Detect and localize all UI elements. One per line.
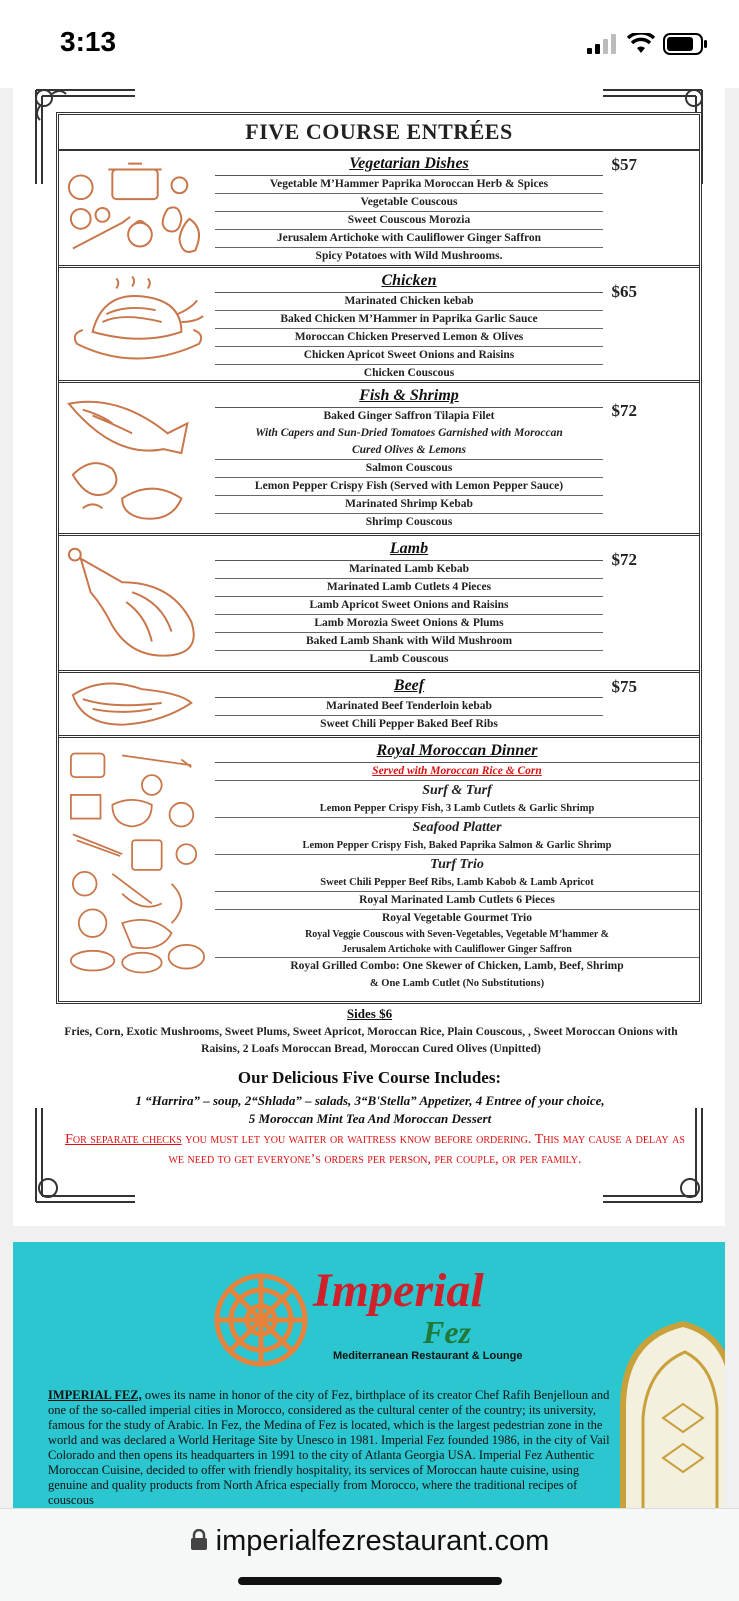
menu-item: Shrimp Couscous: [365, 516, 453, 528]
browser-address-bar[interactable]: [0, 1508, 739, 1601]
menu-item: Sweet Chili Pepper Beef Ribs, Lamb Kabob & Lamb Apricot: [215, 874, 699, 892]
brand-tagline: Mediterranean Restaurant & Lounge: [333, 1350, 523, 1362]
section-title-royal: Royal Moroccan Dinner: [215, 740, 699, 763]
signal-icon: [587, 34, 619, 54]
menu-item: Lemon Pepper Crispy Fish, 3 Lamb Cutlets & Garlic Shrimp: [215, 800, 699, 818]
system-icons: [587, 32, 709, 56]
menu-item: Royal Marinated Lamb Cutlets 6 Pieces: [215, 892, 699, 910]
price-chicken: $65: [611, 282, 637, 301]
status-time: 3:13: [60, 26, 117, 57]
roast-chicken-illustration-icon: [63, 274, 211, 370]
menu-item: With Capers and Sun-Dried Tomatoes Garnished with Moroccan: [255, 427, 563, 439]
menu-section-lamb: [59, 536, 699, 673]
menu-item: Lamb Apricot Sweet Onions and Raisins: [215, 597, 603, 615]
about-body: owes its name in honor of the city of Fez, birthplace of its creator Chef Rafih Benjelloun and one of the so-called imperial cities in Morocco, considered as the cultural center of the country; its university, famous for the study of Arabic. In Fez, the Medina of Fez is located, which is the largest pedestrian zone in the world and was declared a World Heritage Site by Unesco in 1981. Imperial Fez founded 1986, in the city of Vail Colorado and then opens its headquarters in 1991 to the city of Atlanta Georgia USA. Imperial Fez Authentic Moroccan Cuisine, decided to offer with friendly hospitality, its services of Moroccan haute cuisine, using genuine and quality products from North Africa especially from Morocco, where the traditional recipes of couscous: [48, 1388, 610, 1507]
vegetarian-items: [215, 153, 603, 265]
menu-section-vegetarian: [59, 151, 699, 268]
menu-item: Cured Olives & Lemons: [215, 442, 603, 460]
royal-served-note: Served with Moroccan Rice & Corn: [215, 763, 699, 781]
warning-emphasis: For separate checks: [65, 1132, 182, 1147]
menu-item: Lemon Pepper Crispy Fish (Served with Lemon Pepper Sauce): [215, 478, 603, 496]
url-display[interactable]: [0, 1525, 739, 1558]
wifi-icon: [627, 33, 655, 55]
menu-item: Lamb Morozia Sweet Onions & Plums: [215, 615, 603, 633]
cooking-utensils-illustration-icon: [63, 744, 211, 980]
menu-item: Chicken Apricot Sweet Onions and Raisins: [215, 347, 603, 365]
menu-item: Sweet Couscous Morozia: [215, 212, 603, 230]
price-fish-shrimp: $72: [611, 401, 637, 420]
price-vegetarian: $57: [611, 155, 637, 174]
price-beef: $75: [611, 677, 637, 696]
home-indicator[interactable]: [238, 1577, 502, 1585]
menu-item: Jerusalem Artichoke with Cauliflower Ginger Saffron: [215, 942, 699, 958]
about-lead: IMPERIAL FEZ,: [48, 1388, 142, 1402]
imperial-fez-logo-icon: [211, 1270, 311, 1370]
royal-seafood-title: Seafood Platter: [412, 820, 502, 835]
section-title-beef: Beef: [215, 675, 603, 698]
menu-item: Marinated Shrimp Kebab: [215, 496, 603, 514]
lamb-leg-illustration-icon: [63, 542, 211, 662]
warning-text: you must let you waiter or waitress know before ordering. This may cause a delay as we need to get everyone’s orders per person, per couple, or per family.: [168, 1132, 685, 1167]
section-title-lamb: Lamb: [215, 538, 603, 561]
menu-item: Marinated Beef Tenderloin kebab: [215, 698, 603, 716]
menu-item: Salmon Couscous: [215, 460, 603, 478]
menu-item: Spicy Potatoes with Wild Mushrooms.: [315, 250, 503, 262]
includes-text: [60, 1092, 680, 1128]
menu-item: Marinated Lamb Kebab: [215, 561, 603, 579]
includes-line-2: 5 Moroccan Mint Tea And Moroccan Dessert: [248, 1111, 492, 1126]
about-banner: [13, 1242, 725, 1542]
menu-item: Moroccan Chicken Preserved Lemon & Olives: [215, 329, 603, 347]
menu-item: Sweet Chili Pepper Baked Beef Ribs: [320, 718, 498, 730]
entrees-menu-frame: [56, 112, 702, 1004]
menu-item: Marinated Lamb Cutlets 4 Pieces: [215, 579, 603, 597]
brand-subname: Fez: [423, 1314, 471, 1350]
menu-item: Royal Veggie Couscous with Seven-Vegetables, Vegetable M’hammer &: [305, 929, 609, 940]
menu-section-royal: [59, 738, 699, 988]
menu-item: Lemon Pepper Crispy Fish, Baked Paprika Salmon & Garlic Shrimp: [215, 837, 699, 855]
includes-title: Our Delicious Five Course Includes:: [237, 1068, 502, 1087]
beef-steak-illustration-icon: [63, 675, 211, 729]
lamb-items: [215, 538, 603, 668]
menu-item: Vegetable M’Hammer Paprika Moroccan Herb & Spices: [215, 176, 603, 194]
menu-item: Royal Vegetable Gourmet Trio: [381, 912, 533, 924]
menu-item: Baked Lamb Shank with Wild Mushroom: [215, 633, 603, 651]
menu-section-fish-shrimp: [59, 383, 699, 536]
menu-item: Jerusalem Artichoke with Cauliflower Ginger Saffron: [215, 230, 603, 248]
brand-name: Imperial: [313, 1264, 484, 1317]
royal-items: [215, 740, 699, 992]
battery-icon: [663, 32, 709, 56]
menu-item: Baked Chicken M’Hammer in Paprika Garlic Sauce: [215, 311, 603, 329]
brand-logo: [313, 1266, 522, 1362]
separate-checks-warning: [60, 1130, 690, 1170]
about-paragraph: [48, 1388, 618, 1508]
menu-item: Lamb Couscous: [369, 653, 449, 665]
menu-item: & One Lamb Cutlet (No Substitutions): [369, 978, 545, 989]
menu-item: Baked Ginger Saffron Tilapia Filet: [323, 410, 495, 422]
fish-shrimp-illustration-icon: [63, 389, 211, 525]
sides-text: Fries, Corn, Exotic Mushrooms, Sweet Plums, Sweet Apricot, Moroccan Rice, Plain Couscous, , Sweet Moroccan Onions with Raisins, 2 Loafs Moroccan Bread, Moroccan Cured Olives (Unpitted): [64, 1026, 678, 1055]
vegetables-illustration-icon: [63, 157, 211, 257]
price-lamb: $72: [611, 550, 637, 569]
menu-item: Vegetable Couscous: [215, 194, 603, 212]
section-title-vegetarian: Vegetarian Dishes: [215, 153, 603, 176]
section-title-chicken: Chicken: [215, 270, 603, 293]
fish-shrimp-items: [215, 385, 603, 531]
sides-title: Sides $6: [346, 1006, 393, 1021]
lock-icon: [190, 1529, 208, 1551]
royal-turf-trio-title: Turf Trio: [430, 857, 484, 872]
section-title-fish-shrimp: Fish & Shrimp: [215, 385, 603, 408]
url-text: imperialfezrestaurant.com: [215, 1525, 550, 1557]
chicken-items: [215, 270, 603, 382]
menu-section-beef: [59, 673, 699, 738]
includes-line-1: 1 “Harrira” – soup, 2“Shlada” – salads, 3“B'Stella” Appetizer, 4 Entree of your choice,: [135, 1093, 605, 1108]
beef-items: [215, 675, 603, 733]
menu-section-chicken: [59, 268, 699, 383]
status-bar: [0, 0, 739, 88]
menu-item: Royal Grilled Combo: One Skewer of Chicken, Lamb, Beef, Shrimp: [290, 960, 624, 972]
menu-item: Chicken Couscous: [363, 367, 455, 379]
menu-item: Marinated Chicken kebab: [215, 293, 603, 311]
royal-surf-turf-title: Surf & Turf: [422, 783, 492, 798]
menu-title: FIVE COURSE ENTRÉES: [59, 115, 699, 151]
